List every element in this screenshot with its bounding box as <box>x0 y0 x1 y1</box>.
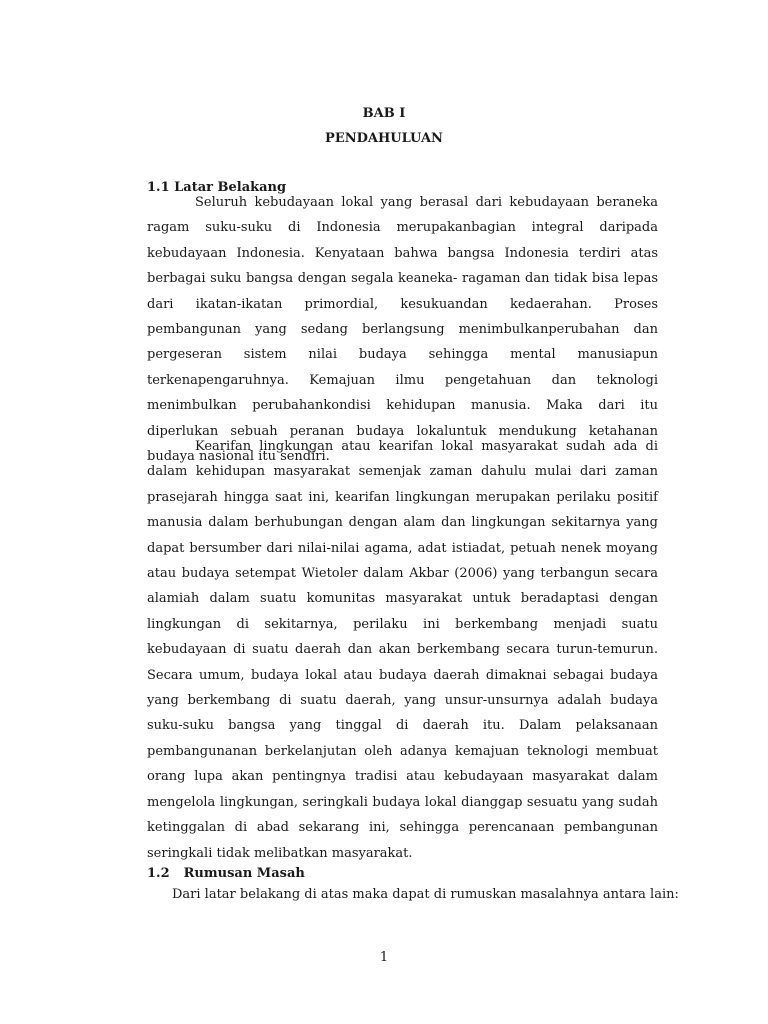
section-number: 1.2 <box>147 866 170 881</box>
paragraph-1: Seluruh kebudayaan lokal yang berasal dari kebudayaan beraneka ragam suku-suku di Indonesia merupakanbagian integral daripada kebudayaan Indonesia. Kenyataan bahwa bangsa Indonesia terdiri atas berbagai suku bangsa dengan segala keaneka- ragaman dan tidak bisa lepas dari ikatan-ikatan primordial, kesukuandan kedaerahan. Proses pembangunan yang sedang berlangsung menimbulkanperubahan dan pergeseran sistem nilai budaya sehingga mental manusiapun terkenapengaruhnya. Kemajuan ilmu pengetahuan dan teknologi menimbulkan perubahankondisi kehidupan manusia. Maka dari itu diperlukan sebuah peranan budaya lokaluntuk mendukung ketahanan budaya nasional itu sendiri. <box>147 195 658 465</box>
chapter-label: BAB I <box>362 106 406 121</box>
page-number: 1 <box>379 950 389 965</box>
section-intro: Dari latar belakang di atas maka dapat di rumuskan masalahnya antara lain: <box>172 887 679 902</box>
chapter-title: PENDAHULUAN <box>325 131 443 146</box>
paragraph-2: Kearifan lingkungan atau kearifan lokal masyarakat sudah ada di dalam kehidupan masyarakat semenjak zaman dahulu mulai dari zaman prasejarah hingga saat ini, kearifan lingkungan merupakan perilaku positif manusia dalam berhubungan dengan alam dan lingkungan sekitarnya yang dapat bersumber dari nilai-nilai agama, adat istiadat, petuah nenek moyang atau budaya setempat Wietoler dalam Akbar (2006) yang terbangun secara alamiah dalam suatu komunitas masyarakat untuk beradaptasi dengan lingkungan di sekitarnya, perilaku ini berkembang menjadi suatu kebudayaan di suatu daerah dan akan berkembang secara turun-temurun. Secara umum, budaya lokal atau budaya daerah dimaknai sebagai budaya yang berkembang di suatu daerah, yang unsur-unsurnya adalah budaya suku-suku bangsa yang tinggal di daerah itu. Dalam pelaksanaan pembangunanan berkelanjutan oleh adanya kemajuan teknologi membuat orang lupa akan pentingnya tradisi atau kebudayaan masyarakat dalam mengelola lingkungan, seringkali budaya lokal dianggap sesuatu yang sudah ketinggalan di abad sekarang ini, sehingga perencanaan pembangunan seringkali tidak melibatkan masyarakat. <box>147 439 658 861</box>
section-heading-rumusan-masalah <box>147 866 305 881</box>
section-title: Rumusan Masah <box>183 866 305 881</box>
section-heading-latar-belakang: 1.1 Latar Belakang <box>147 180 287 195</box>
